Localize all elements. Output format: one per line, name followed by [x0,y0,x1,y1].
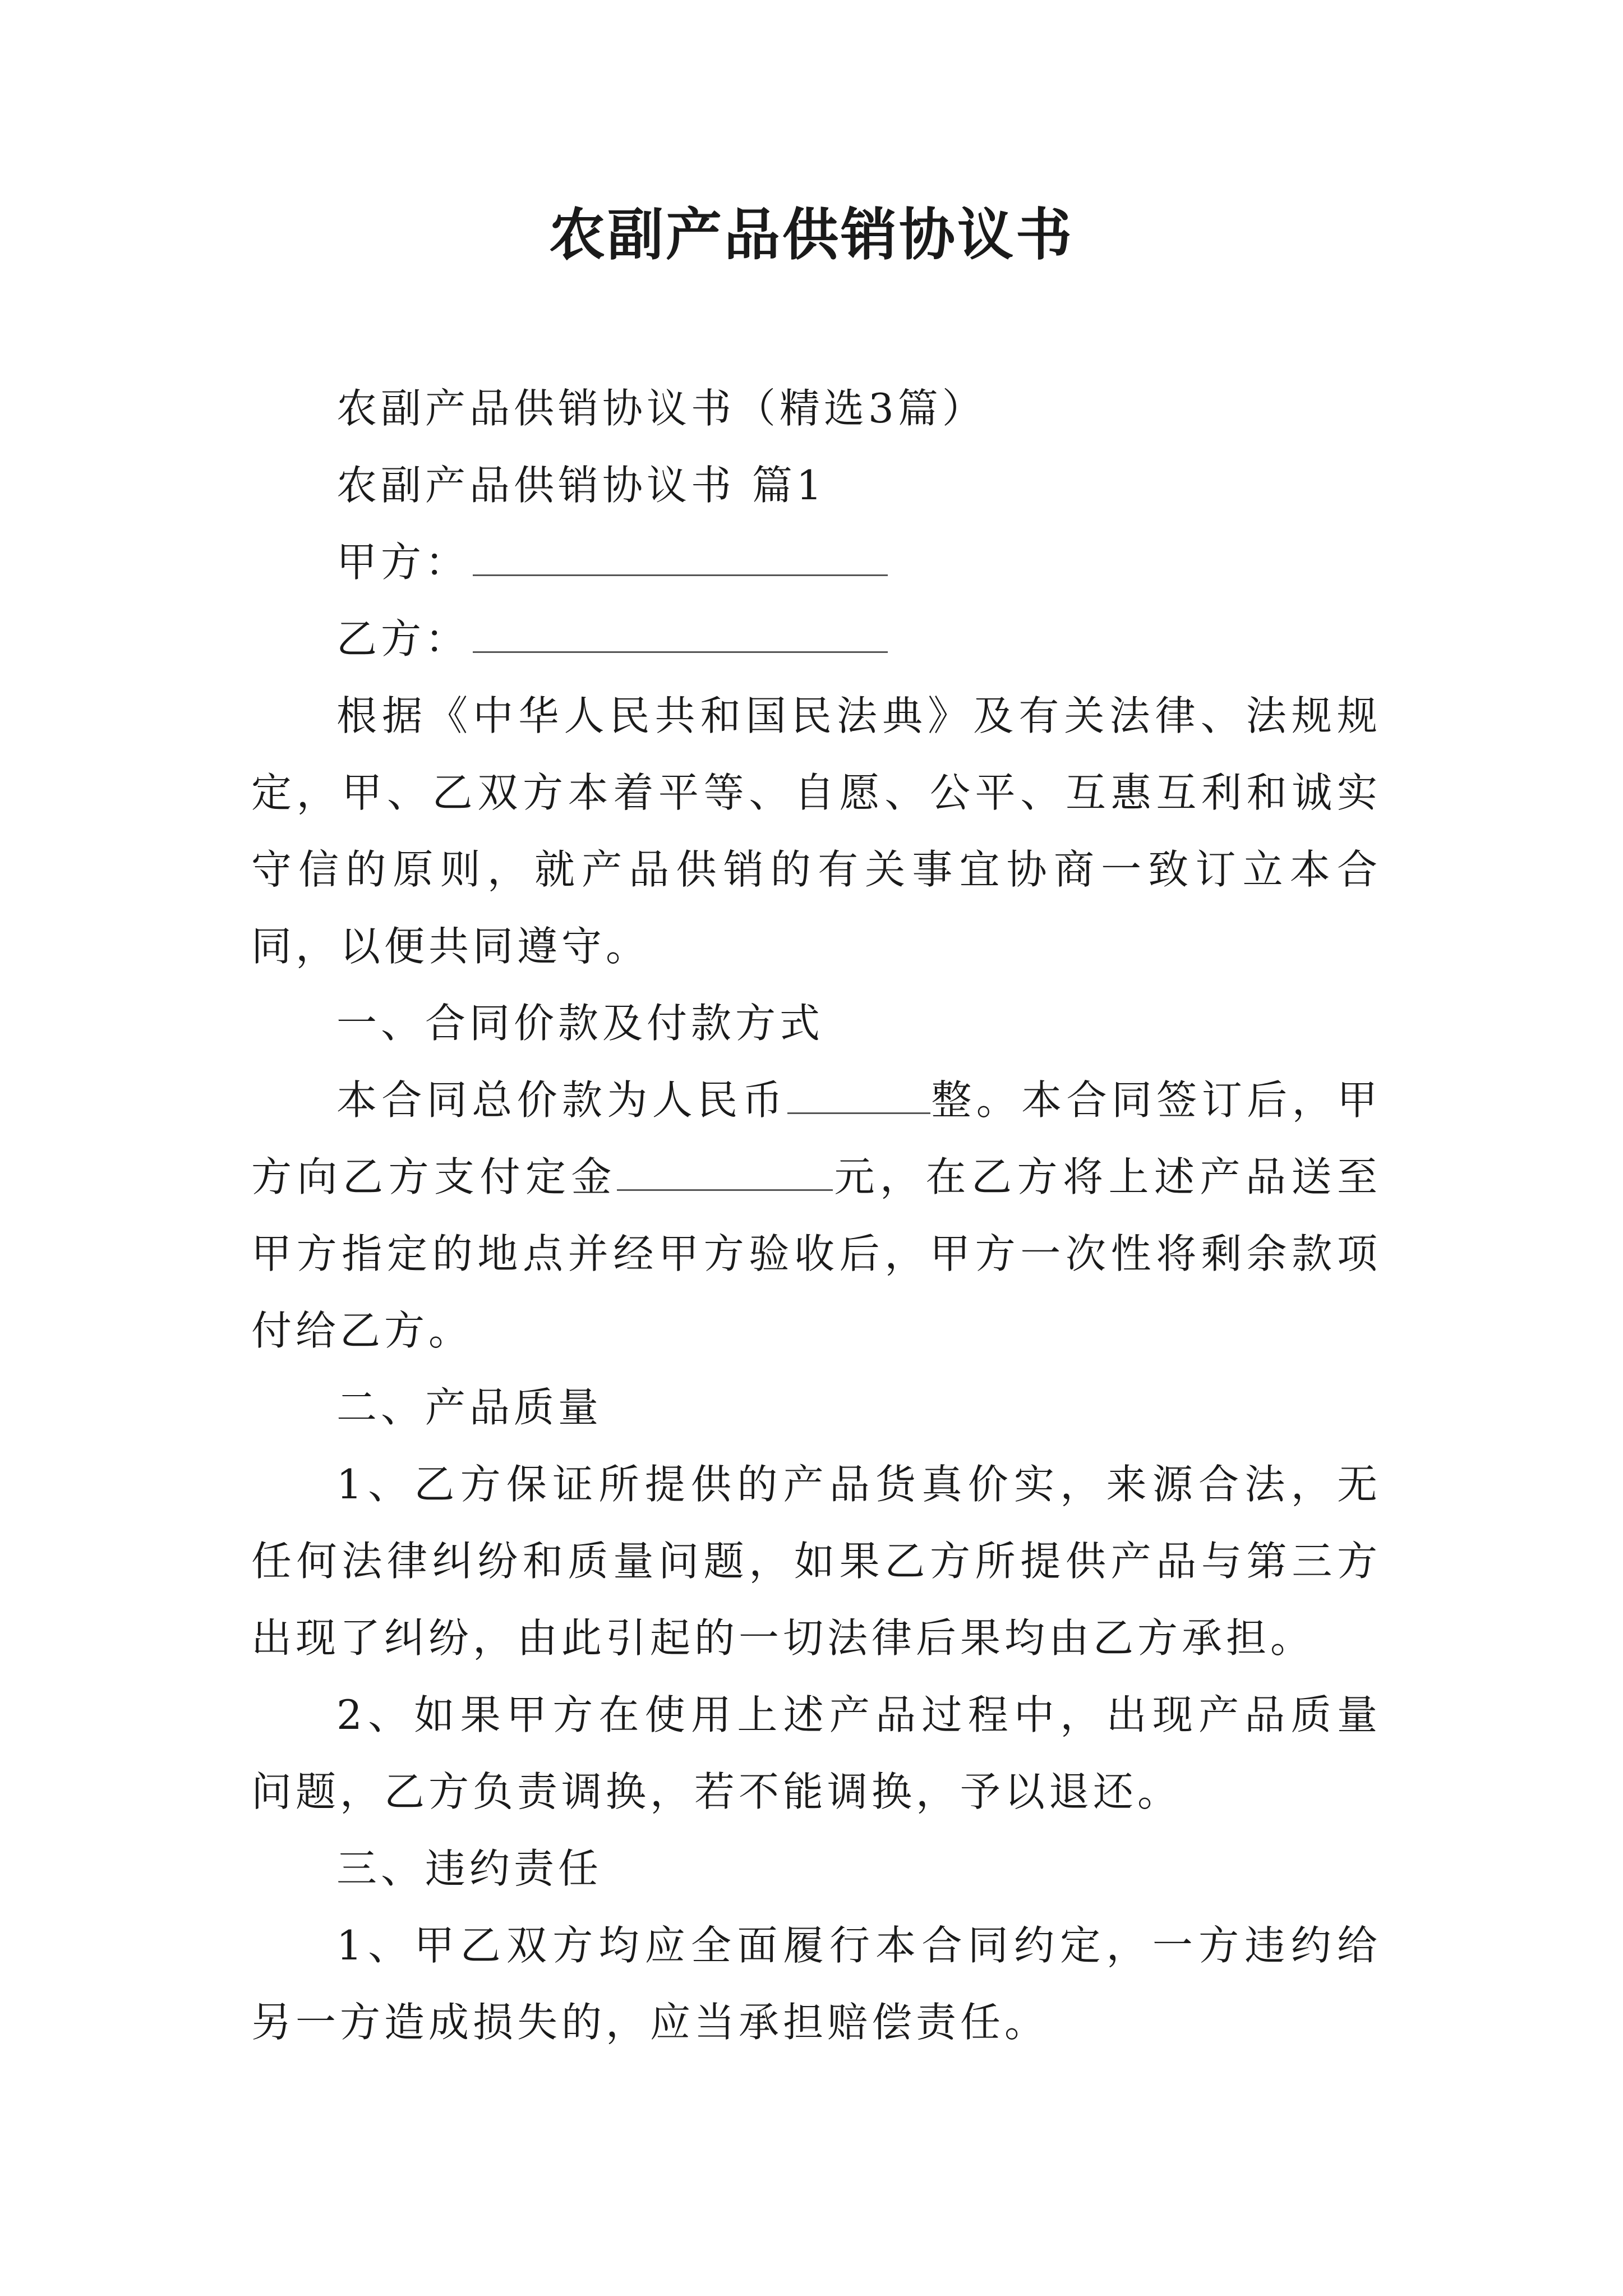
party-a-line [251,524,1381,601]
clause1-heading: 一、合同价款及付款方式 [336,1000,824,1047]
document-body [251,370,1381,2061]
collection-heading: 农副产品供销协议书（精选3篇） [336,385,986,432]
clause3-item1: 1、甲乙双方均应全面履行本合同约定，一方违约给另一方造成损失的，应当承担赔偿责任。 [251,1922,1381,2046]
clause3-heading: 三、违约责任 [336,1845,603,1892]
party-b-blank [473,616,888,653]
intro-paragraph: 根据《中华人民共和国民法典》及有关法律、法规规定，甲、乙双方本着平等、自愿、公平、互惠互利和诚实守信的原则，就产品供销的有关事宜协商一致订立本合同，以便共同遵守。 [251,692,1381,970]
section-heading: 农副产品供销协议书 篇1 [336,462,826,509]
clause1-text-part3: 元，在乙方将上述产品送至甲方指定的地点并经甲方验收后，甲方一次性将剩余款项付给乙方。 [251,1153,1381,1354]
clause1-paragraph [251,1062,1381,1369]
party-b-label: 乙方： [336,615,470,662]
document-title: 农副产品供销协议书 [549,201,1074,268]
clause2-item1: 1、乙方保证所提供的产品货真价实，来源合法，无任何法律纠纷和质量问题，如果乙方所提供产品与第三方出现了纠纷，由此引起的一切法律后果均由乙方承担。 [251,1461,1381,1662]
party-a-blank [473,540,888,576]
clause1-text-part2: 整。本合同签订后，甲方向乙方支付定金 [251,1076,1381,1200]
clause2-heading: 二、产品质量 [336,1384,603,1431]
total-amount-blank [787,1078,930,1114]
deposit-amount-blank [617,1154,833,1191]
party-b-line [251,601,1381,678]
clause1-text-part1: 本合同总价款为人民币 [336,1076,787,1124]
clause2-item2: 2、如果甲方在使用上述产品过程中，出现产品质量问题，乙方负责调换，若不能调换，予以退还。 [251,1691,1381,1815]
party-a-label: 甲方： [336,539,470,586]
